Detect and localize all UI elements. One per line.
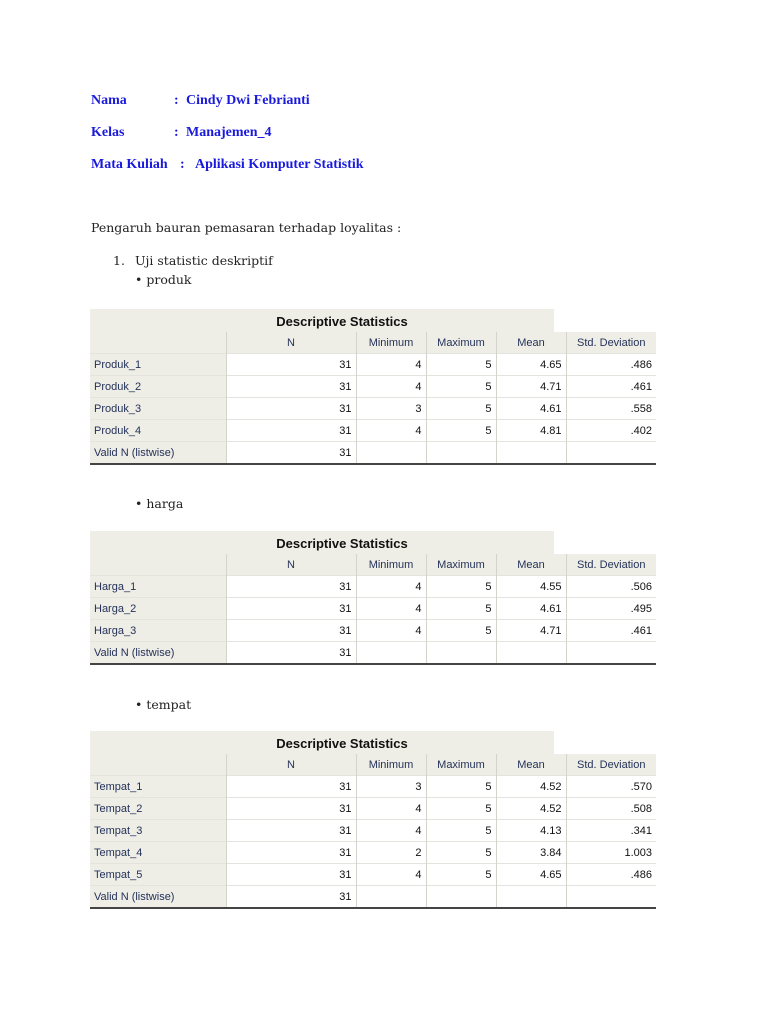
row-label: Produk_2 <box>90 376 226 398</box>
column-header: Std. Deviation <box>566 332 656 354</box>
table-cell <box>426 442 496 465</box>
table-cell: 4.52 <box>496 776 566 798</box>
column-header: Mean <box>496 754 566 776</box>
table-cell <box>356 642 426 665</box>
column-header: Minimum <box>356 332 426 354</box>
table-cell: 5 <box>426 376 496 398</box>
table-row <box>90 864 656 886</box>
stats-table-produk <box>90 309 652 465</box>
table-cell: .570 <box>566 776 656 798</box>
table-cell: 4 <box>356 864 426 886</box>
table-cell: .506 <box>566 576 656 598</box>
column-header: Minimum <box>356 754 426 776</box>
table-cell <box>566 886 656 909</box>
table-row <box>90 842 656 864</box>
table-cell: .486 <box>566 864 656 886</box>
table-header-row <box>90 554 656 576</box>
table-cell: 31 <box>226 598 356 620</box>
header-blank-cell <box>90 554 226 576</box>
table-cell: 4.71 <box>496 620 566 642</box>
intro-text: Pengaruh bauran pemasaran terhadap loyalitas : <box>91 220 402 235</box>
row-label: Harga_1 <box>90 576 226 598</box>
table-title: Descriptive Statistics <box>90 531 554 554</box>
column-header: N <box>226 754 356 776</box>
table-cell: 1.003 <box>566 842 656 864</box>
column-header: N <box>226 554 356 576</box>
bullet-tempat: • tempat <box>135 697 192 712</box>
kelas-value: Manajemen_4 <box>186 125 272 140</box>
header-kelas <box>91 125 272 141</box>
descriptive-table <box>90 332 656 465</box>
table-cell: 31 <box>226 886 356 909</box>
table-cell: 5 <box>426 398 496 420</box>
table-cell: 4.13 <box>496 820 566 842</box>
row-label: Tempat_3 <box>90 820 226 842</box>
table-cell: 4 <box>356 620 426 642</box>
table-cell: 4 <box>356 576 426 598</box>
table-title: Descriptive Statistics <box>90 309 554 332</box>
stats-table-harga <box>90 531 652 665</box>
list-number: 1. <box>113 253 125 268</box>
table-cell: 31 <box>226 376 356 398</box>
table-cell: 31 <box>226 642 356 665</box>
table-cell: 5 <box>426 798 496 820</box>
table-cell: 4.61 <box>496 598 566 620</box>
descriptive-table <box>90 754 656 909</box>
table-cell: 31 <box>226 842 356 864</box>
row-label: Valid N (listwise) <box>90 886 226 909</box>
row-label: Tempat_4 <box>90 842 226 864</box>
table-cell: 3 <box>356 776 426 798</box>
table-cell: 31 <box>226 798 356 820</box>
table-cell: 31 <box>226 776 356 798</box>
table-row <box>90 442 656 465</box>
table-cell: 31 <box>226 620 356 642</box>
column-header: Std. Deviation <box>566 754 656 776</box>
header-blank-cell <box>90 332 226 354</box>
table-cell: 5 <box>426 598 496 620</box>
table-cell: 4.61 <box>496 398 566 420</box>
row-label: Harga_2 <box>90 598 226 620</box>
table-cell: 31 <box>226 864 356 886</box>
table-row <box>90 820 656 842</box>
column-header: Std. Deviation <box>566 554 656 576</box>
column-header: N <box>226 332 356 354</box>
table-title: Descriptive Statistics <box>90 731 554 754</box>
descriptive-table <box>90 554 656 665</box>
table-row <box>90 598 656 620</box>
table-cell: 4 <box>356 420 426 442</box>
table-cell: .461 <box>566 376 656 398</box>
column-header: Maximum <box>426 754 496 776</box>
table-cell: 5 <box>426 864 496 886</box>
nama-sep: : <box>174 93 179 108</box>
bullet-harga: • harga <box>135 496 184 511</box>
matkul-sep: : <box>180 157 185 172</box>
table-row <box>90 798 656 820</box>
table-cell: 4 <box>356 598 426 620</box>
table-cell: .495 <box>566 598 656 620</box>
row-label: Valid N (listwise) <box>90 442 226 465</box>
table-cell: 5 <box>426 420 496 442</box>
row-label: Valid N (listwise) <box>90 642 226 665</box>
table-header-row <box>90 332 656 354</box>
row-label: Produk_4 <box>90 420 226 442</box>
table-cell: 5 <box>426 842 496 864</box>
table-cell <box>426 886 496 909</box>
row-label: Produk_3 <box>90 398 226 420</box>
row-label: Tempat_5 <box>90 864 226 886</box>
table-cell: .402 <box>566 420 656 442</box>
table-cell: 4.55 <box>496 576 566 598</box>
table-cell: 4.52 <box>496 798 566 820</box>
table-cell: 4.81 <box>496 420 566 442</box>
table-cell: 31 <box>226 398 356 420</box>
matkul-label: Mata Kuliah <box>91 157 168 172</box>
table-cell: .558 <box>566 398 656 420</box>
column-header: Maximum <box>426 332 496 354</box>
table-cell: 31 <box>226 820 356 842</box>
table-cell <box>426 642 496 665</box>
bullet-produk: • produk <box>135 272 192 287</box>
table-cell <box>356 886 426 909</box>
nama-label: Nama <box>91 93 127 108</box>
column-header: Minimum <box>356 554 426 576</box>
table-cell: .461 <box>566 620 656 642</box>
table-cell: 4 <box>356 376 426 398</box>
table-cell: 5 <box>426 354 496 376</box>
table-cell <box>566 642 656 665</box>
table-row <box>90 354 656 376</box>
table-cell <box>356 442 426 465</box>
table-cell: 2 <box>356 842 426 864</box>
table-cell: 4.65 <box>496 354 566 376</box>
stats-table-tempat <box>90 731 652 909</box>
table-cell: 5 <box>426 620 496 642</box>
table-cell: 31 <box>226 576 356 598</box>
row-label: Produk_1 <box>90 354 226 376</box>
table-cell <box>566 442 656 465</box>
table-row <box>90 886 656 909</box>
kelas-sep: : <box>174 125 179 140</box>
header-blank-cell <box>90 754 226 776</box>
table-row <box>90 642 656 665</box>
column-header: Mean <box>496 554 566 576</box>
matkul-value: Aplikasi Komputer Statistik <box>195 157 364 172</box>
row-label: Tempat_2 <box>90 798 226 820</box>
table-header-row <box>90 754 656 776</box>
table-row <box>90 376 656 398</box>
table-cell: 4.71 <box>496 376 566 398</box>
row-label: Harga_3 <box>90 620 226 642</box>
table-cell: .341 <box>566 820 656 842</box>
table-cell: 5 <box>426 576 496 598</box>
table-cell <box>496 442 566 465</box>
kelas-label: Kelas <box>91 125 125 140</box>
table-cell: 31 <box>226 354 356 376</box>
table-cell <box>496 886 566 909</box>
row-label: Tempat_1 <box>90 776 226 798</box>
table-cell: 5 <box>426 776 496 798</box>
table-row <box>90 420 656 442</box>
table-row <box>90 776 656 798</box>
table-cell: 3.84 <box>496 842 566 864</box>
nama-value: Cindy Dwi Febrianti <box>186 93 310 108</box>
column-header: Mean <box>496 332 566 354</box>
table-cell: 3 <box>356 398 426 420</box>
table-cell: 5 <box>426 820 496 842</box>
table-row <box>90 398 656 420</box>
list-text: Uji statistic deskriptif <box>135 253 273 268</box>
table-cell: 4 <box>356 354 426 376</box>
table-cell: 4.65 <box>496 864 566 886</box>
table-cell: .508 <box>566 798 656 820</box>
table-row <box>90 576 656 598</box>
table-cell: 31 <box>226 442 356 465</box>
table-cell <box>496 642 566 665</box>
column-header: Maximum <box>426 554 496 576</box>
table-row <box>90 620 656 642</box>
table-cell: 4 <box>356 820 426 842</box>
table-cell: .486 <box>566 354 656 376</box>
table-cell: 4 <box>356 798 426 820</box>
header-nama <box>91 93 310 109</box>
header-matkul <box>91 157 364 173</box>
table-cell: 31 <box>226 420 356 442</box>
